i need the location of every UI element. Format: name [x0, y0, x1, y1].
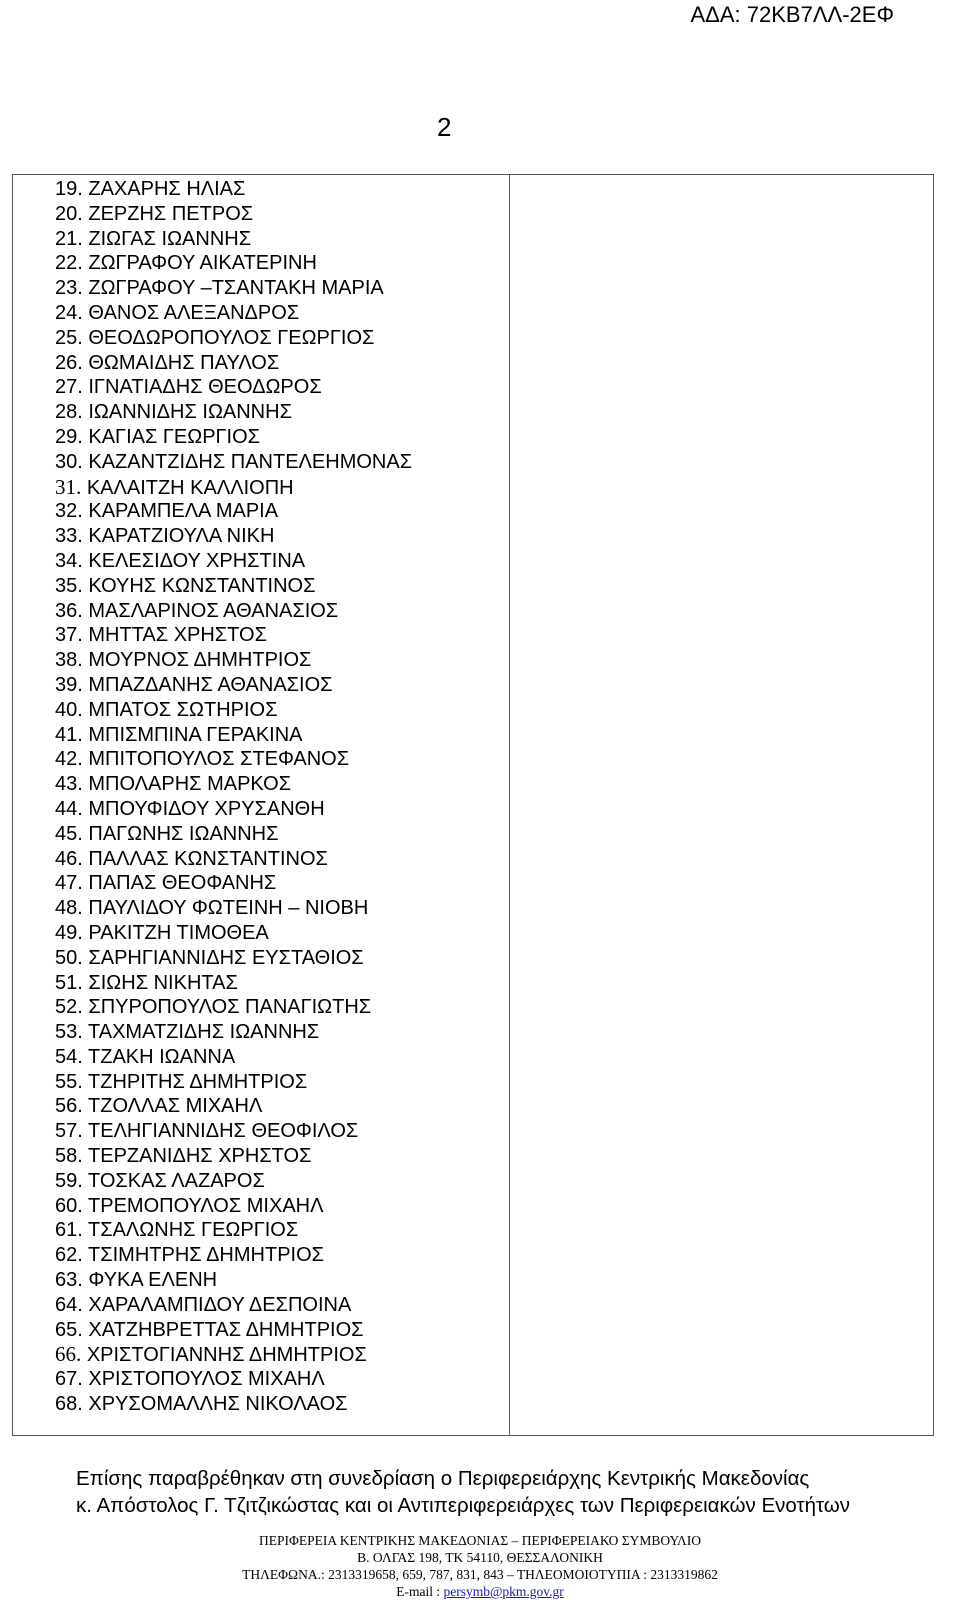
list-item-name: ΧΡΙΣΤΟΠΟΥΛΟΣ ΜΙΧΑΗΛ	[88, 1368, 325, 1391]
list-item-name: ΙΩΑΝΝΙΔΗΣ ΙΩΑΝΝΗΣ	[88, 401, 292, 424]
list-item-number: 65.	[55, 1318, 83, 1341]
list-item	[55, 1119, 412, 1144]
list-item-number: 21.	[55, 227, 83, 250]
list-item-number: 24.	[55, 301, 83, 324]
list-item-name: ΧΑΤΖΗΒΡΕΤΤΑΣ ΔΗΜΗΤΡΙΟΣ	[88, 1318, 364, 1341]
list-item	[55, 1218, 412, 1243]
list-item-number: 44.	[55, 797, 83, 820]
list-item-name: ΣΠΥΡΟΠΟΥΛΟΣ ΠΑΝΑΓΙΩΤΗΣ	[88, 996, 372, 1019]
list-item-number: 34.	[55, 549, 83, 572]
list-item-number: 60.	[55, 1194, 83, 1217]
list-item-number: 19.	[55, 178, 83, 200]
list-item-number: 25.	[55, 326, 83, 349]
list-item-number: 22.	[55, 252, 83, 275]
list-item-number: 51.	[55, 971, 83, 994]
list-item	[55, 1392, 412, 1417]
list-item-name: ΜΠΑΤΟΣ ΣΩΤΗΡΙΟΣ	[88, 698, 278, 721]
list-item	[55, 623, 412, 648]
list-item-name: ΤΣΑΛΩΝΗΣ ΓΕΩΡΓΙΟΣ	[88, 1219, 299, 1242]
list-item-number: 68.	[55, 1393, 83, 1416]
list-item	[55, 971, 412, 996]
list-item-number: 35.	[55, 574, 83, 597]
list-item-name: ΜΠΟΥΦΙΔΟΥ ΧΡΥΣΑΝΘΗ	[88, 797, 325, 820]
list-item-number: 62.	[55, 1244, 83, 1267]
list-item-number: 55.	[55, 1070, 83, 1093]
list-item	[55, 1318, 412, 1343]
footer-email-row	[0, 1583, 960, 1600]
list-item-number: 41.	[55, 723, 83, 746]
list-item	[55, 1144, 412, 1169]
list-item	[55, 847, 412, 872]
list-item-name: ΚΑΡΑΤΖΙΟΥΛΑ ΝΙΚΗ	[88, 525, 275, 548]
list-item-number: 27.	[55, 376, 83, 399]
list-item	[55, 747, 412, 772]
list-item-number: 46.	[55, 847, 83, 870]
list-item	[55, 574, 412, 599]
column-divider	[509, 175, 510, 1435]
footer-phones: ΤΗΛΕΦΩΝΑ.: 2313319658, 659, 787, 831, 843 – ΤΗΛΕΟΜΟΙΟΤΥΠΙΑ : 2313319862	[242, 1567, 718, 1582]
list-item-number: 31.	[55, 474, 82, 499]
list-item	[55, 698, 412, 723]
list-item-name: ΤΖΟΛΛΑΣ ΜΙΧΑΗΛ	[88, 1095, 263, 1118]
list-item	[55, 1293, 412, 1318]
list-item-name: ΖΕΡΖΗΣ ΠΕΤΡΟΣ	[88, 202, 254, 225]
list-item-number: 30.	[55, 450, 83, 473]
list-item-name: ΜΗΤΤΑΣ ΧΡΗΣΤΟΣ	[88, 624, 267, 647]
list-item-name: ΡΑΚΙΤΖΗ ΤΙΜΟΘΕΑ	[88, 921, 269, 944]
page-number: 2	[437, 112, 452, 142]
page-footer	[0, 1532, 960, 1600]
list-item	[55, 822, 412, 847]
list-item	[55, 1045, 412, 1070]
list-item	[55, 475, 412, 500]
list-item-name: ΤΑΧΜΑΤΖΙΔΗΣ ΙΩΑΝΝΗΣ	[88, 1021, 320, 1044]
list-item	[55, 499, 412, 524]
list-item	[55, 177, 412, 202]
list-item-name: ΚΑΖΑΝΤΖΙΔΗΣ ΠΑΝΤΕΛΕΗΜΟΝΑΣ	[88, 450, 413, 473]
list-item-number: 64.	[55, 1293, 83, 1316]
list-item-number: 45.	[55, 822, 83, 845]
list-item	[55, 995, 412, 1020]
list-item	[55, 896, 412, 921]
list-item-name: ΘΕΟΔΩΡΟΠΟΥΛΟΣ ΓΕΩΡΓΙΟΣ	[88, 326, 375, 349]
list-item	[55, 1342, 412, 1367]
list-item	[55, 871, 412, 896]
list-item-number: 42.	[55, 748, 83, 771]
list-item-name: ΠΑΥΛΙΔΟΥ ΦΩΤΕΙΝΗ – ΝΙΟΒΗ	[88, 897, 369, 920]
list-item-name: ΤΟΣΚΑΣ ΛΑΖΑΡΟΣ	[88, 1169, 265, 1192]
list-item-name: ΘΩΜΑΙΔΗΣ ΠΑΥΛΟΣ	[88, 351, 280, 374]
list-item	[55, 921, 412, 946]
list-item	[55, 251, 412, 276]
list-item	[55, 549, 412, 574]
list-item-name: ΤΖΗΡΙΤΗΣ ΔΗΜΗΤΡΙΟΣ	[88, 1070, 308, 1093]
list-item-number: 61.	[55, 1219, 83, 1242]
list-item	[55, 375, 412, 400]
list-item-number: 47.	[55, 872, 83, 895]
list-item	[55, 797, 412, 822]
list-item	[55, 1268, 412, 1293]
list-item-name: ΜΠΟΛΑΡΗΣ ΜΑΡΚΟΣ	[88, 773, 292, 796]
list-item-name: ΚΑΡΑΜΠΕΛΑ ΜΑΡΙΑ	[88, 500, 279, 523]
list-item-name: ΤΣΙΜΗΤΡΗΣ ΔΗΜΗΤΡΙΟΣ	[88, 1244, 325, 1267]
list-item-number: 32.	[55, 500, 83, 523]
list-item-name: ΖΩΓΡΑΦΟΥ ΑΙΚΑΤΕΡΙΝΗ	[88, 252, 317, 275]
list-item	[55, 723, 412, 748]
list-item-name: ΜΠΙΤΟΠΟΥΛΟΣ ΣΤΕΦΑΝΟΣ	[88, 748, 350, 771]
list-item-name: ΠΑΛΛΑΣ ΚΩΝΣΤΑΝΤΙΝΟΣ	[88, 847, 328, 870]
list-item	[55, 1194, 412, 1219]
list-item-name: ΤΖΑΚΗ ΙΩΑΝΝΑ	[88, 1045, 236, 1068]
paragraph-line-2: κ. Απόστολος Γ. Τζιτζικώστας και οι Αντιπεριφερειάρχες των Περιφερειακών Ενοτήτων	[76, 1493, 851, 1517]
list-item-number: 37.	[55, 624, 83, 647]
list-item-name: ΖΙΩΓΑΣ ΙΩΑΝΝΗΣ	[88, 227, 252, 250]
list-item	[55, 450, 412, 475]
list-item-name: ΤΡΕΜΟΠΟΥΛΟΣ ΜΙΧΑΗΛ	[88, 1194, 324, 1217]
list-item-name: ΜΠΙΣΜΠΙΝΑ ΓΕΡΑΚΙΝΑ	[88, 723, 303, 746]
list-item-number: 33.	[55, 525, 83, 548]
list-item-name: ΧΑΡΑΛΑΜΠΙΔΟΥ ΔΕΣΠΟΙΝΑ	[88, 1293, 352, 1316]
list-item-name: ΠΑΠΑΣ ΘΕΟΦΑΝΗΣ	[88, 872, 277, 895]
list-item-number: 48.	[55, 897, 83, 920]
list-item-number: 23.	[55, 277, 83, 300]
list-item-name: ΤΕΡΖΑΝΙΔΗΣ ΧΡΗΣΤΟΣ	[88, 1145, 312, 1168]
list-item	[55, 1094, 412, 1119]
footer-address: Β. ΟΛΓΑΣ 198, ΤΚ 54110, ΘΕΣΣΑΛΟΝΙΚΗ	[357, 1550, 603, 1565]
list-item-number: 49.	[55, 921, 83, 944]
footer-organization: ΠΕΡΙΦΕΡΕΙΑ ΚΕΝΤΡΙΚΗΣ ΜΑΚΕΔΟΝΙΑΣ – ΠΕΡΙΦΕΡΕΙΑΚΟ ΣΥΜΒΟΥΛΙΟ	[258, 1533, 702, 1548]
list-item-name: ΖΑΧΑΡΗΣ ΗΛΙΑΣ	[88, 178, 246, 200]
list-item-name: ΤΕΛΗΓΙΑΝΝΙΔΗΣ ΘΕΟΦΙΛΟΣ	[88, 1120, 359, 1143]
list-item	[55, 772, 412, 797]
list-item-number: 20.	[55, 202, 83, 225]
list-item	[55, 400, 412, 425]
attendance-paragraph	[76, 1466, 896, 1519]
list-item	[55, 673, 412, 698]
footer-email-label: E-mail :	[396, 1584, 444, 1599]
list-item	[55, 227, 412, 252]
list-item-number: 57.	[55, 1120, 83, 1143]
list-item-number: 63.	[55, 1269, 83, 1292]
list-item-number: 56.	[55, 1095, 83, 1118]
list-item	[55, 301, 412, 326]
attendee-list	[55, 177, 412, 1417]
ada-code: ΑΔΑ: 72ΚΒ7ΛΛ-2ΕΦ	[690, 2, 894, 27]
list-item	[55, 351, 412, 376]
list-item-number: 53.	[55, 1021, 83, 1044]
list-item-name: ΣΙΩΗΣ ΝΙΚΗΤΑΣ	[88, 971, 238, 994]
list-item-name: ΜΠΑΖΔΑΝΗΣ ΑΘΑΝΑΣΙΟΣ	[88, 673, 333, 696]
list-item	[55, 202, 412, 227]
list-item-number: 29.	[55, 425, 83, 448]
list-item	[55, 524, 412, 549]
list-item-number: 39.	[55, 673, 83, 696]
list-item-number: 26.	[55, 351, 83, 374]
list-item	[55, 326, 412, 351]
list-item-number: 67.	[55, 1368, 83, 1391]
list-item-name: ΣΑΡΗΓΙΑΝΝΙΔΗΣ ΕΥΣΤΑΘΙΟΣ	[88, 946, 364, 969]
list-item-number: 38.	[55, 649, 83, 672]
list-item	[55, 1367, 412, 1392]
list-item	[55, 946, 412, 971]
list-item-name: ΖΩΓΡΑΦΟΥ –ΤΣΑΝΤΑΚΗ ΜΑΡΙΑ	[88, 277, 384, 300]
list-item	[55, 648, 412, 673]
list-item	[55, 1020, 412, 1045]
list-item-number: 59.	[55, 1169, 83, 1192]
list-item-number: 40.	[55, 698, 83, 721]
list-item-name: ΚΟΥΗΣ ΚΩΝΣΤΑΝΤΙΝΟΣ	[88, 574, 316, 597]
list-item-number: 66.	[55, 1342, 82, 1367]
list-item	[55, 599, 412, 624]
list-item-name: ΘΑΝΟΣ ΑΛΕΞΑΝΔΡΟΣ	[88, 301, 300, 324]
list-item-name: ΚΕΛΕΣΙΔΟΥ ΧΡΗΣΤΙΝΑ	[88, 549, 306, 572]
list-item-number: 52.	[55, 996, 83, 1019]
list-item-name: ΠΑΓΩΝΗΣ ΙΩΑΝΝΗΣ	[88, 822, 279, 845]
list-item-name: ΜΟΥΡΝΟΣ ΔΗΜΗΤΡΙΟΣ	[88, 649, 312, 672]
list-item-number: 28.	[55, 401, 83, 424]
list-item-name: ΚΑΛΑΙΤΖΗ ΚΑΛΛΙΟΠΗ	[86, 476, 294, 499]
list-item-number: 50.	[55, 946, 83, 969]
list-item-number: 36.	[55, 599, 83, 622]
attendees-table	[12, 174, 934, 1436]
list-item	[55, 1070, 412, 1095]
list-item-name: ΧΡΥΣΟΜΑΛΛΗΣ ΝΙΚΟΛΑΟΣ	[88, 1393, 348, 1416]
footer-email-link[interactable]: persymb@pkm.gov.gr	[443, 1584, 564, 1599]
list-item	[55, 425, 412, 450]
list-item-number: 54.	[55, 1045, 83, 1068]
paragraph-line-1: Επίσης παραβρέθηκαν στη συνεδρίαση ο Περιφερειάρχης Κεντρικής Μακεδονίας	[76, 1467, 810, 1490]
list-item	[55, 1169, 412, 1194]
list-item-name: ΚΑΓΙΑΣ ΓΕΩΡΓΙΟΣ	[88, 425, 261, 448]
list-item	[55, 1243, 412, 1268]
list-item-name: ΧΡΙΣΤΟΓΙΑΝΝΗΣ ΔΗΜΗΤΡΙΟΣ	[86, 1344, 367, 1367]
list-item	[55, 276, 412, 301]
list-item-number: 58.	[55, 1145, 83, 1168]
list-item-number: 43.	[55, 773, 83, 796]
list-item-name: ΙΓΝΑΤΙΑΔΗΣ ΘΕΟΔΩΡΟΣ	[88, 376, 322, 399]
list-item-name: ΜΑΣΛΑΡΙΝΟΣ ΑΘΑΝΑΣΙΟΣ	[88, 599, 339, 622]
list-item-name: ΦΥΚΑ ΕΛΕΝΗ	[88, 1269, 218, 1292]
